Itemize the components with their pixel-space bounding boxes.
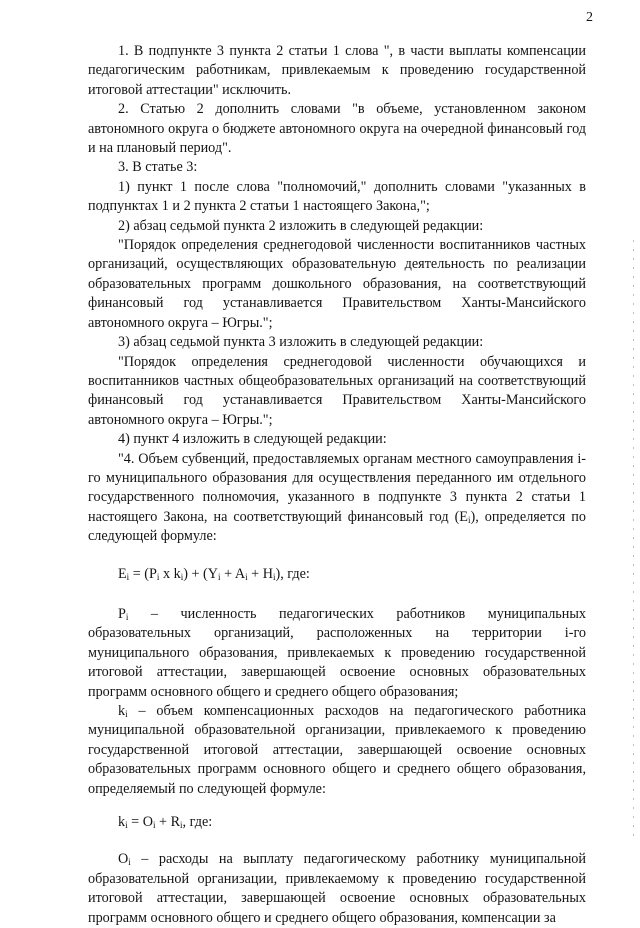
paragraph-item-3: 3. В статье 3: xyxy=(118,159,198,176)
scan-edge-artifact xyxy=(633,240,634,840)
paragraph-item-1: 1. В подпункте 3 пункта 2 статьи 1 слова ", в части выплаты компенсации педагогическим работникам, привлекаемым к проведению государственной итоговой аттестации" исключить. xyxy=(88,43,586,98)
quoted-text-general-education: "Порядок определения среднегодовой численности обучающихся и воспитанников частных общеобразовательных организаций на соответствующий финансовый год устанавливается Правительством Ханты-Мансийского автономного округа – Югры."; xyxy=(88,353,586,428)
paragraph-item-2: 2. Статью 2 дополнить словами "в объеме, установленном законом автономного округа о бюджете автономного округа на очередной финансовый год и на плановый период". xyxy=(88,101,586,157)
definition-o: $O_i$ – расходы на выплату педагогическому работнику муниципальной образовательной организации, привлекаемому к проведению государственной итоговой аттестации, завершающей освоение основных образовательных программ основного общего и среднего общего образования, компенсации за xyxy=(88,851,586,926)
paragraph-item-3-1: 1) пункт 1 после слова "полномочий," дополнить словами "указанных в подпунктах 1 и 2 пункта 2 статьи 1 настоящего Закона,"; xyxy=(88,178,586,215)
page-number: 2 xyxy=(586,10,593,25)
formula-e: $E_i = (P_i$ x $k_i) + (Y_i + A_i + H_i)$, где: xyxy=(118,565,310,582)
definition-k: $k_i$ – объем компенсационных расходов на педагогического работника муниципальной образовательной организации, привлекаемого к проведению государственной итоговой аттестации, завершающей освоение основных образовательных программ основного общего и среднего общего образования, определяемый по следующей формуле: xyxy=(88,703,586,797)
formula-k: $k_i = O_i + R_i$, где: xyxy=(118,814,213,831)
definition-p: $P_i$ – численность педагогических работников муниципальных образовательных организаций, расположенных на территории i-го муниципального образования, привлекаемых к проведению государственной итоговой аттестации, завершающей освоение основных образовательных программ основного общего и среднего общего образования; xyxy=(88,605,586,700)
quoted-text-subvention: "4. Объем субвенций, предоставляемых органам местного самоуправления i-го муниципального образования для осуществления переданного им отдельного государственного полномочия, указанного в подпункте 3 пункта 2 статьи 1 настоящего Закона, на соответствующий финансовый год $(E_i)$, определяется по следующей формуле: xyxy=(88,450,586,545)
paragraph-item-3-4: 4) пункт 4 изложить в следующей редакции: xyxy=(118,431,387,448)
paragraph-item-3-3: 3) абзац седьмой пункта 3 изложить в следующей редакции: xyxy=(118,334,484,351)
quoted-text-preschool: "Порядок определения среднегодовой численности воспитанников частных организаций, осуществляющих образовательную деятельность по реализации образовательных программ дошкольного образования, на соответствующий финансовый год устанавливается Правительством Ханты-Мансийского автономного округа – Югры."; xyxy=(88,237,586,331)
document-body xyxy=(88,42,586,928)
paragraph-item-3-2: 2) абзац седьмой пункта 2 изложить в следующей редакции: xyxy=(118,217,484,234)
